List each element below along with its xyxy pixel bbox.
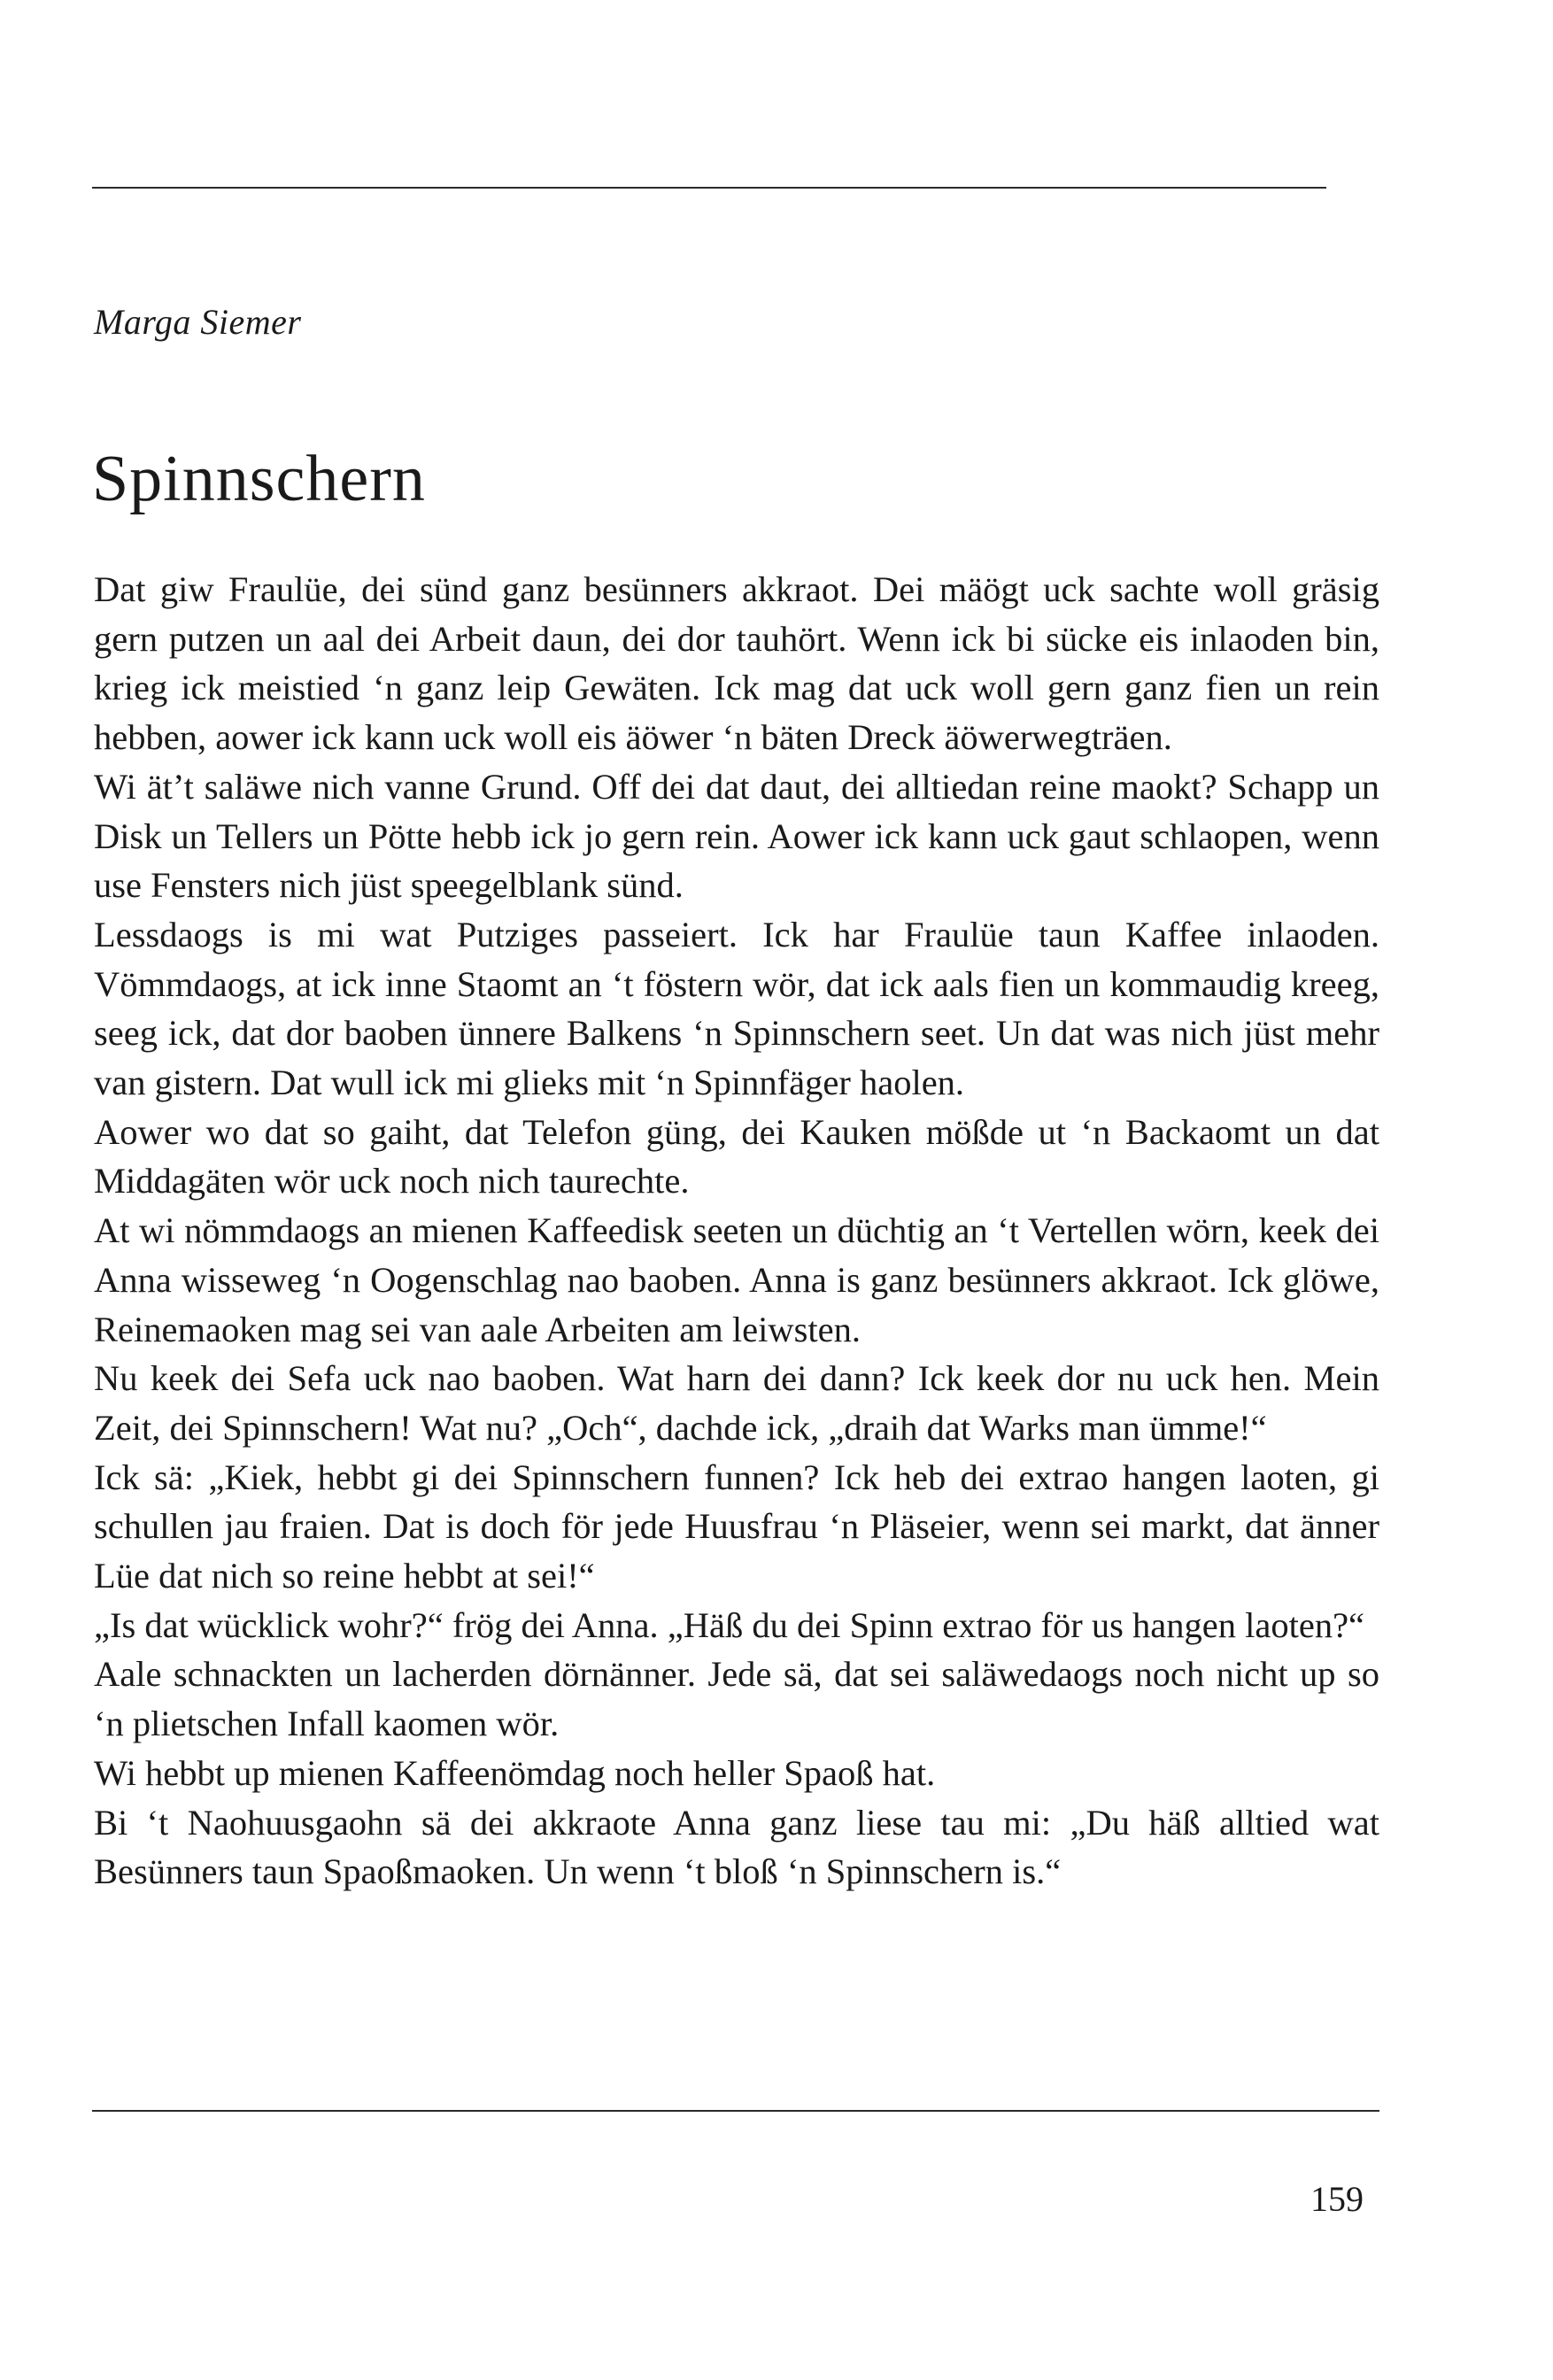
bottom-divider xyxy=(92,2110,1379,2112)
paragraph: Wi ät’t saläwe nich vanne Grund. Off dei dat daut, dei alltiedan reine maokt? Schapp un Disk un Tellers un Pötte hebb ick jo gern rein. Aower ick kann uck gaut schlaopen, wenn use Fensters nich jüst speegelblank sünd. xyxy=(94,766,1379,906)
paragraph: Aower wo dat so gaiht, dat Telefon güng, dei Kauken mößde ut ‘n Backaomt un dat Middagäten wör uck noch nich taurechte. xyxy=(94,1111,1379,1202)
paragraph: Ick sä: „Kiek, hebbt gi dei Spinnschern funnen? Ick heb dei extrao hangen laoten, gi schullen jau fraien. Dat is doch för jede Huusfrau ‘n Pläseier, wenn sei markt, dat änner Lüe dat nich so reine hebbt at sei!“ xyxy=(94,1457,1379,1596)
top-divider xyxy=(92,187,1326,189)
paragraph: Dat giw Fraulüe, dei sünd ganz besünners akkraot. Dei mäögt uck sachte woll gräsig gern putzen un aal dei Arbeit daun, dei dor tauhört. Wenn ick bi sücke eis inlaoden bin, krieg ick meistied ‘n ganz leip Gewäten. Ick mag dat uck woll gern ganz fien un rein hebben, aower ick kann uck woll eis äöwer ‘n bäten Dreck äöwerwegträen. xyxy=(94,569,1379,758)
paragraph: Bi ‘t Naohuusgaohn sä dei akkraote Anna ganz liese tau mi: „Du häß alltied wat Besünners taun Spaoßmaoken. Un wenn ‘t bloß ‘n Spinnschern is.“ xyxy=(94,1802,1379,1892)
page-number: 159 xyxy=(1310,2179,1364,2219)
story-body xyxy=(94,565,1379,1897)
paragraph: Lessdaogs is mi wat Putziges passeiert. Ick har Fraulüe taun Kaffee inlaoden. Vömmdaogs, at ick inne Staomt an ‘t föstern wör, dat ick aals fien un kommaudig kreeg, seeg ick, dat dor baoben ünnere Balkens ‘n Spinnschern seet. Un dat was nich jüst mehr van gistern. Dat wull ick mi glieks mit ‘n Spinnfäger haolen. xyxy=(94,914,1379,1103)
story-title: Spinnschern xyxy=(92,443,426,515)
paragraph: Wi hebbt up mienen Kaffeenömdag noch heller Spaoß hat. xyxy=(94,1752,936,1793)
paragraph: „Is dat wücklick wohr?“ frög dei Anna. „Häß du dei Spinn extrao för us hangen laoten?“ xyxy=(94,1604,1365,1645)
paragraph: Nu keek dei Sefa uck nao baoben. Wat harn dei dann? Ick keek dor nu uck hen. Mein Zeit, dei Spinnschern! Wat nu? „Och“, dachde ick, „draih dat Warks man ümme!“ xyxy=(94,1358,1379,1448)
author-name: Marga Siemer xyxy=(94,302,302,342)
paragraph: At wi nömmdaogs an mienen Kaffeedisk seeten un düchtig an ‘t Vertellen wörn, keek dei Anna wisseweg ‘n Oogenschlag nao baoben. Anna is ganz besünners akkraot. Ick glöwe, Reinemaoken mag sei van aale Arbeiten am leiwsten. xyxy=(94,1210,1379,1349)
paragraph: Aale schnackten un lacherden dörnänner. Jede sä, dat sei saläwedaogs noch nicht up so ‘n plietschen Infall kaomen wör. xyxy=(94,1654,1379,1744)
